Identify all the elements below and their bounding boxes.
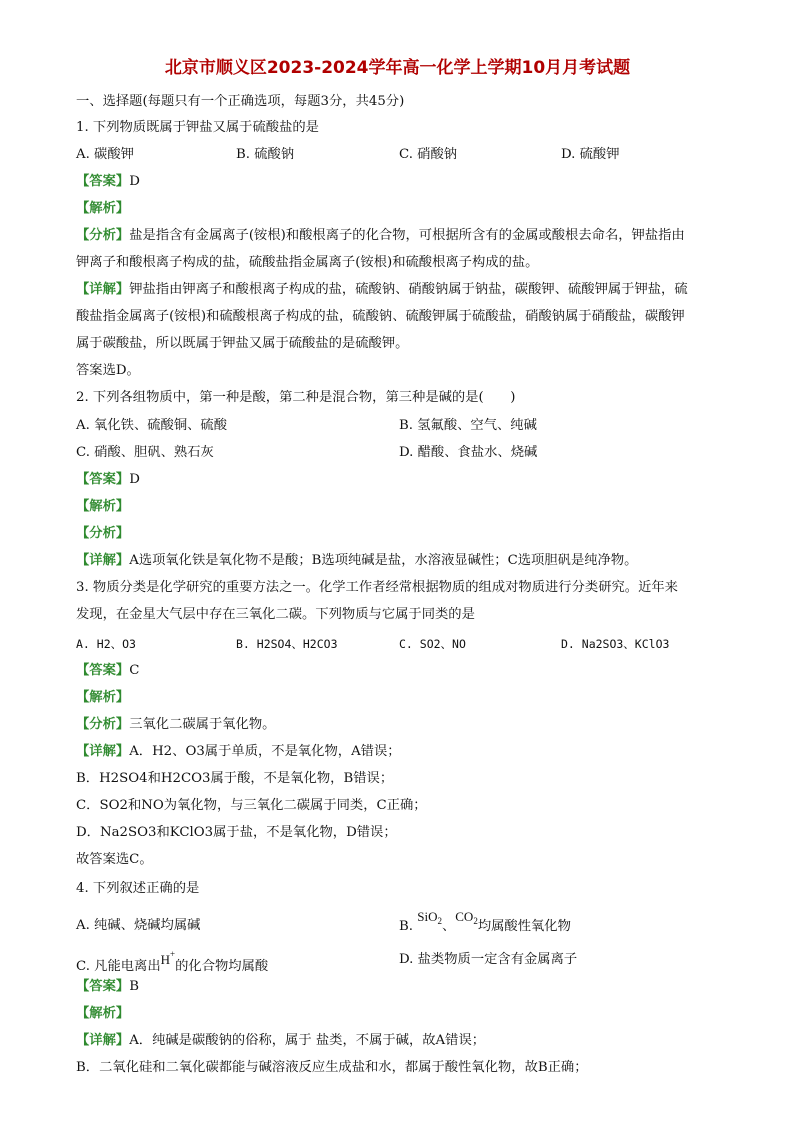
q2-answer [76, 471, 140, 489]
q4-option-b [399, 909, 571, 939]
question-4-stem: 4. 下列叙述正确的是 [76, 881, 200, 896]
xiangjie-text: 钾盐指由钾离子和酸根离子构成的盐，硫酸钠、硝酸钠属于钠盐，碳酸钾、硫酸钾属于钾盐，硫 [129, 282, 688, 297]
q4-answer [76, 978, 139, 996]
q1-conclusion: 答案选D。 [76, 363, 140, 378]
q1-fenxi-line-2: 钾离子和酸根离子构成的盐，硫酸盐指金属离子(铵根)和硫酸根离子构成的盐。 [76, 255, 539, 270]
answer-value: D [129, 472, 140, 487]
q2-fenxi-tag: 【分析】 [76, 526, 130, 541]
q4-jiexi-tag: 【解析】 [76, 1006, 130, 1021]
formula-subscript: 2 [437, 916, 442, 926]
q2-option-b: B. 氢氟酸、空气、纯碱 [399, 418, 537, 433]
formula-text: H [160, 952, 171, 967]
q1-xiangjie-line-1 [76, 281, 688, 299]
formula-superscript: + [170, 949, 176, 959]
question-2-stem: 2. 下列各组物质中，第一种是酸，第二种是混合物，第三种是碱的是( ) [76, 390, 516, 405]
q3-option-b: B. H2SO4、H2CO3 [236, 637, 338, 651]
separator: 、 [441, 919, 456, 934]
q1-option-c: C. 硝酸钠 [399, 147, 458, 162]
q2-jiexi-tag: 【解析】 [76, 499, 130, 514]
xiangjie-tag: 【详解】 [76, 553, 130, 568]
formula-subscript: 2 [473, 916, 478, 926]
q3-option-c: C. SO2、NO [399, 637, 466, 651]
formula-sio2 [417, 909, 442, 924]
q3-conclusion: 故答案选C。 [76, 852, 153, 867]
answer-tag: 【答案】 [76, 472, 130, 487]
q2-option-a: A. 氧化铁、硫酸铜、硫酸 [76, 418, 228, 433]
q1-answer [76, 173, 140, 191]
q4-option-a: A. 纯碱、烧碱均属碱 [76, 918, 201, 933]
xiangjie-text: A选项氧化铁是氧化物不是酸；B选项纯碱是盐，水溶液显碱性；C选项胆矾是纯净物。 [129, 553, 638, 568]
question-1-stem: 1. 下列物质既属于钾盐又属于硫酸盐的是 [76, 120, 319, 135]
xiangjie-text: A．纯碱是碳酸钠的俗称，属于 盐类，不属于碱，故A错误； [129, 1033, 486, 1048]
section-heading: 一、选择题(每题只有一个正确选项，每题3分，共45分) [76, 94, 405, 109]
q3-xiangjie-line-d: D．Na2SO3和KClO3属于盐，不是氧化物，D错误； [76, 825, 397, 840]
q2-xiangjie-line-1 [76, 552, 637, 570]
q1-option-b: B. 硫酸钠 [236, 147, 295, 162]
question-3-stem-line-1: 3. 物质分类是化学研究的重要方法之一。化学工作者经常根据物质的组成对物质进行分类研究。近年来 [76, 580, 678, 595]
option-b-label: B. [399, 919, 413, 934]
q4-option-c [76, 951, 268, 976]
q1-fenxi-line-1 [76, 227, 685, 245]
q3-option-d: D. Na2SO3、KClO3 [561, 637, 670, 651]
q3-answer [76, 662, 139, 680]
answer-value: B [129, 979, 139, 994]
q4-xiangjie-line-b: B．二氧化硅和二氧化碳都能与碱溶液反应生成盐和水，都属于酸性氧化物，故B正确； [76, 1060, 588, 1075]
q1-option-d: D. 硫酸钾 [561, 147, 620, 162]
answer-value: D [129, 174, 140, 189]
fenxi-text: 三氧化二碳属于氧化物。 [129, 717, 276, 732]
q4-xiangjie-line-1 [76, 1032, 485, 1050]
xiangjie-tag: 【详解】 [76, 282, 130, 297]
option-c-text: C. 凡能电离出 [76, 959, 161, 974]
q3-xiangjie-line-c: C．SO2和NO为氧化物，与三氧化二碳属于同类，C正确； [76, 798, 427, 813]
formula-co2 [455, 909, 478, 924]
question-3-stem-line-2: 发现，在金星大气层中存在三氧化二碳。下列物质与它属于同类的是 [76, 607, 475, 622]
q2-option-c: C. 硝酸、胆矾、熟石灰 [76, 445, 214, 460]
q2-option-d: D. 醋酸、食盐水、烧碱 [399, 445, 538, 460]
q1-xiangjie-line-2: 酸盐指金属离子(铵根)和硫酸根离子构成的盐，硫酸钠、硫酸钾属于硫酸盐，硝酸钠属于硝酸盐，碳酸钾 [76, 309, 685, 324]
option-b-text: 均属酸性氧化物 [477, 919, 571, 934]
q3-fenxi-line-1 [76, 716, 275, 734]
xiangjie-text: A．H2、O3属于单质，不是氧化物，A错误； [129, 744, 401, 759]
formula-text: SiO [417, 909, 438, 924]
fenxi-text: 盐是指含有金属离子(铵根)和酸根离子的化合物，可根据所含有的金属或酸根去命名，钾盐指由 [129, 228, 685, 243]
formula-text: CO [455, 909, 474, 924]
fenxi-tag: 【分析】 [76, 717, 130, 732]
page-title: 北京市顺义区2023-2024学年高一化学上学期10月月考试题 [164, 58, 631, 78]
q4-option-d: D. 盐类物质一定含有金属离子 [399, 952, 578, 967]
answer-tag: 【答案】 [76, 979, 130, 994]
q3-jiexi-tag: 【解析】 [76, 690, 130, 705]
answer-value: C [129, 663, 140, 678]
q3-option-a: A. H2、O3 [76, 637, 136, 651]
q1-xiangjie-line-3: 属于碳酸盐，所以既属于钾盐又属于硫酸盐的是硫酸钾。 [76, 336, 409, 351]
answer-tag: 【答案】 [76, 174, 130, 189]
xiangjie-tag: 【详解】 [76, 744, 130, 759]
q1-jiexi-tag: 【解析】 [76, 201, 130, 216]
q3-xiangjie-line-b: B．H2SO4和H2CO3属于酸，不是氧化物，B错误； [76, 771, 394, 786]
xiangjie-tag: 【详解】 [76, 1033, 130, 1048]
answer-tag: 【答案】 [76, 663, 130, 678]
formula-h-plus [160, 949, 176, 967]
q1-option-a: A. 碳酸钾 [76, 147, 134, 162]
q3-xiangjie-line-1 [76, 743, 401, 761]
option-c-suffix: 的化合物均属酸 [175, 959, 269, 974]
fenxi-tag: 【分析】 [76, 228, 130, 243]
